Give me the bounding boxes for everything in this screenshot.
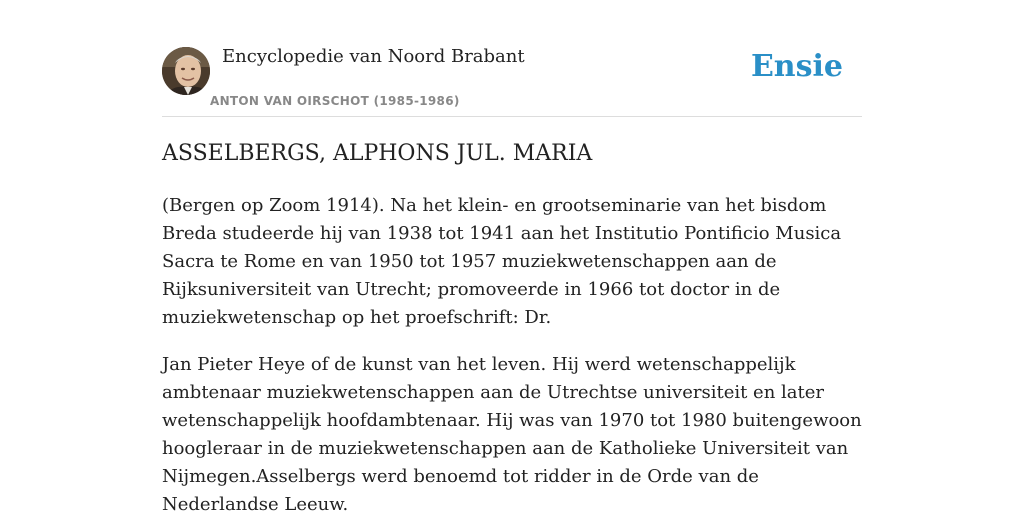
ensie-logo[interactable]: Ensie <box>750 49 843 84</box>
article-paragraph: Jan Pieter Heye of de kunst van het leven. Hij werd wetenschappelijk ambtenaar muziekwetenschappen aan de Utrechtse universiteit en later wetenschappelijk hoofdambtenaar. Hij was van 1970 tot 1980 buitengewoon hoogleraar in de muziekwetenschappen aan de Katholieke Universiteit van Nijmegen.Asselbergs werd benoemd tot ridder in de Orde van de Nederlandse Leeuw. <box>162 354 862 515</box>
source-header <box>162 0 862 117</box>
portrait-avatar-icon[interactable] <box>162 47 210 95</box>
source-title[interactable]: Encyclopedie van Noord Brabant <box>222 46 525 67</box>
article-container <box>162 0 862 515</box>
source-author[interactable]: ANTON VAN OIRSCHOT (1985-1986) <box>210 94 460 108</box>
article-paragraph: (Bergen op Zoom 1914). Na het klein- en grootseminarie van het bisdom Breda studeerde hij van 1938 tot 1941 aan het Institutio Pontificio Musica Sacra te Rome en van 1950 tot 1957 muziekwetenschappen aan de Rijksuniversiteit van Utrecht; promoveerde in 1966 tot doctor in de muziekwetenschap op het proefschrift: Dr. <box>162 195 842 328</box>
article-title: ASSELBERGS, ALPHONS JUL. MARIA <box>162 141 593 166</box>
